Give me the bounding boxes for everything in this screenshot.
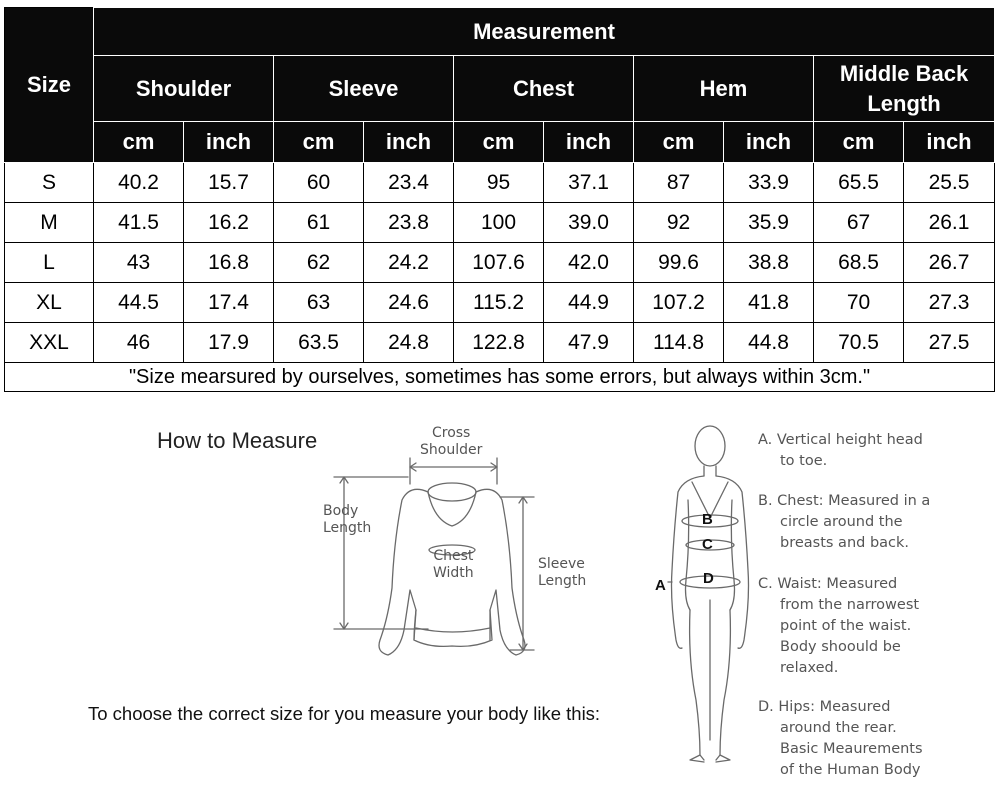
group-header-2: Chest	[454, 56, 634, 122]
measurement-cell: 37.1	[544, 163, 634, 203]
group-header-3: Hem	[634, 56, 814, 122]
measurement-cell: 47.9	[544, 323, 634, 363]
measurement-cell: 43	[94, 243, 184, 283]
measurement-cell: 42.0	[544, 243, 634, 283]
sleeve-length-label: Sleeve Length	[538, 556, 587, 589]
unit-header: cm	[274, 122, 364, 163]
measurement-cell: 107.2	[634, 283, 724, 323]
body-length-label: Body Length	[323, 503, 372, 536]
measurement-cell: 61	[274, 203, 364, 243]
size-cell: S	[5, 163, 94, 203]
measurement-cell: 70.5	[814, 323, 904, 363]
measurement-cell: 41.8	[724, 283, 814, 323]
step-line: circle around the	[780, 514, 903, 530]
unit-header: cm	[634, 122, 724, 163]
measurement-cell: 24.6	[364, 283, 454, 323]
step-line: Basic Meaurements	[780, 741, 923, 757]
measurement-cell: 95	[454, 163, 544, 203]
step-line: around the rear.	[780, 720, 897, 736]
unit-header: cm	[454, 122, 544, 163]
step-line: C. Waist: Measured	[758, 576, 898, 592]
unit-header: cm	[814, 122, 904, 163]
measurement-cell: 24.2	[364, 243, 454, 283]
measurement-cell: 70	[814, 283, 904, 323]
measurement-cell: 25.5	[904, 163, 995, 203]
unit-header: inch	[184, 122, 274, 163]
step-line: of the Human Body	[780, 762, 921, 778]
measurement-cell: 27.3	[904, 283, 995, 323]
size-column-header: Size	[5, 8, 94, 163]
measurement-cell: 68.5	[814, 243, 904, 283]
figure-letter-b: B	[702, 511, 713, 528]
step-line: B. Chest: Measured in a	[758, 493, 931, 509]
measurement-cell: 40.2	[94, 163, 184, 203]
measurement-cell: 122.8	[454, 323, 544, 363]
measurement-cell: 33.9	[724, 163, 814, 203]
figure-letter-a: A	[655, 577, 666, 594]
step-line: to toe.	[780, 453, 828, 469]
measurement-cell: 35.9	[724, 203, 814, 243]
measurement-cell: 39.0	[544, 203, 634, 243]
step-line: breasts and back.	[780, 535, 910, 551]
unit-header: inch	[364, 122, 454, 163]
size-cell: XXL	[5, 323, 94, 363]
measurement-cell: 26.7	[904, 243, 995, 283]
measurement-cell: 38.8	[724, 243, 814, 283]
measurement-cell: 17.4	[184, 283, 274, 323]
unit-header: inch	[904, 122, 995, 163]
measurement-cell: 23.8	[364, 203, 454, 243]
measurement-cell: 15.7	[184, 163, 274, 203]
human-body-illustration	[668, 426, 749, 762]
step-line: Body shoould be	[780, 639, 901, 655]
step-line: A. Vertical height head	[758, 432, 923, 448]
how-to-measure-title: How to Measure	[157, 428, 318, 453]
chest-width-label: Chest Width	[433, 548, 474, 581]
unit-header: inch	[544, 122, 634, 163]
unit-header: cm	[94, 122, 184, 163]
measurement-cell: 23.4	[364, 163, 454, 203]
cross-shoulder-label: Cross Shoulder	[420, 425, 483, 458]
measurement-cell: 24.8	[364, 323, 454, 363]
figure-letter-d: D	[703, 570, 714, 587]
measure-instruction: To choose the correct size for you measure your body like this:	[88, 703, 601, 724]
step-line: D. Hips: Measured	[758, 699, 891, 715]
measurement-cell: 65.5	[814, 163, 904, 203]
measurement-cell: 62	[274, 243, 364, 283]
measurement-cell: 107.6	[454, 243, 544, 283]
group-header-1: Sleeve	[274, 56, 454, 122]
size-cell: L	[5, 243, 94, 283]
measurement-cell: 92	[634, 203, 724, 243]
measurement-cell: 60	[274, 163, 364, 203]
measurement-cell: 67	[814, 203, 904, 243]
step-line: relaxed.	[780, 660, 839, 676]
measurement-cell: 44.5	[94, 283, 184, 323]
group-header-0: Shoulder	[94, 56, 274, 122]
measurement-cell: 17.9	[184, 323, 274, 363]
unit-header: inch	[724, 122, 814, 163]
step-line: from the narrowest	[780, 597, 920, 613]
measurement-cell: 115.2	[454, 283, 544, 323]
group-header-4: Middle Back Length	[814, 56, 995, 122]
measurement-cell: 63	[274, 283, 364, 323]
measurement-cell: 44.8	[724, 323, 814, 363]
measurement-cell: 16.8	[184, 243, 274, 283]
measurement-step-2	[758, 574, 919, 679]
measurement-step-1	[758, 491, 930, 554]
measurement-header: Measurement	[94, 8, 995, 56]
measurement-cell: 100	[454, 203, 544, 243]
size-cell: XL	[5, 283, 94, 323]
measurement-cell: 99.6	[634, 243, 724, 283]
measurement-cell: 41.5	[94, 203, 184, 243]
measurement-cell: 46	[94, 323, 184, 363]
table-note: "Size mearsured by ourselves, sometimes has some errors, but always within 3cm."	[5, 363, 995, 392]
measurement-cell: 44.9	[544, 283, 634, 323]
measurement-cell: 87	[634, 163, 724, 203]
measurement-cell: 114.8	[634, 323, 724, 363]
measurement-cell: 27.5	[904, 323, 995, 363]
measurement-cell: 16.2	[184, 203, 274, 243]
size-cell: M	[5, 203, 94, 243]
step-line: point of the waist.	[780, 618, 912, 634]
measurement-cell: 26.1	[904, 203, 995, 243]
measurement-step-3	[758, 697, 923, 781]
figure-letter-c: C	[702, 536, 713, 553]
measurement-step-0	[758, 430, 923, 472]
measurement-cell: 63.5	[274, 323, 364, 363]
